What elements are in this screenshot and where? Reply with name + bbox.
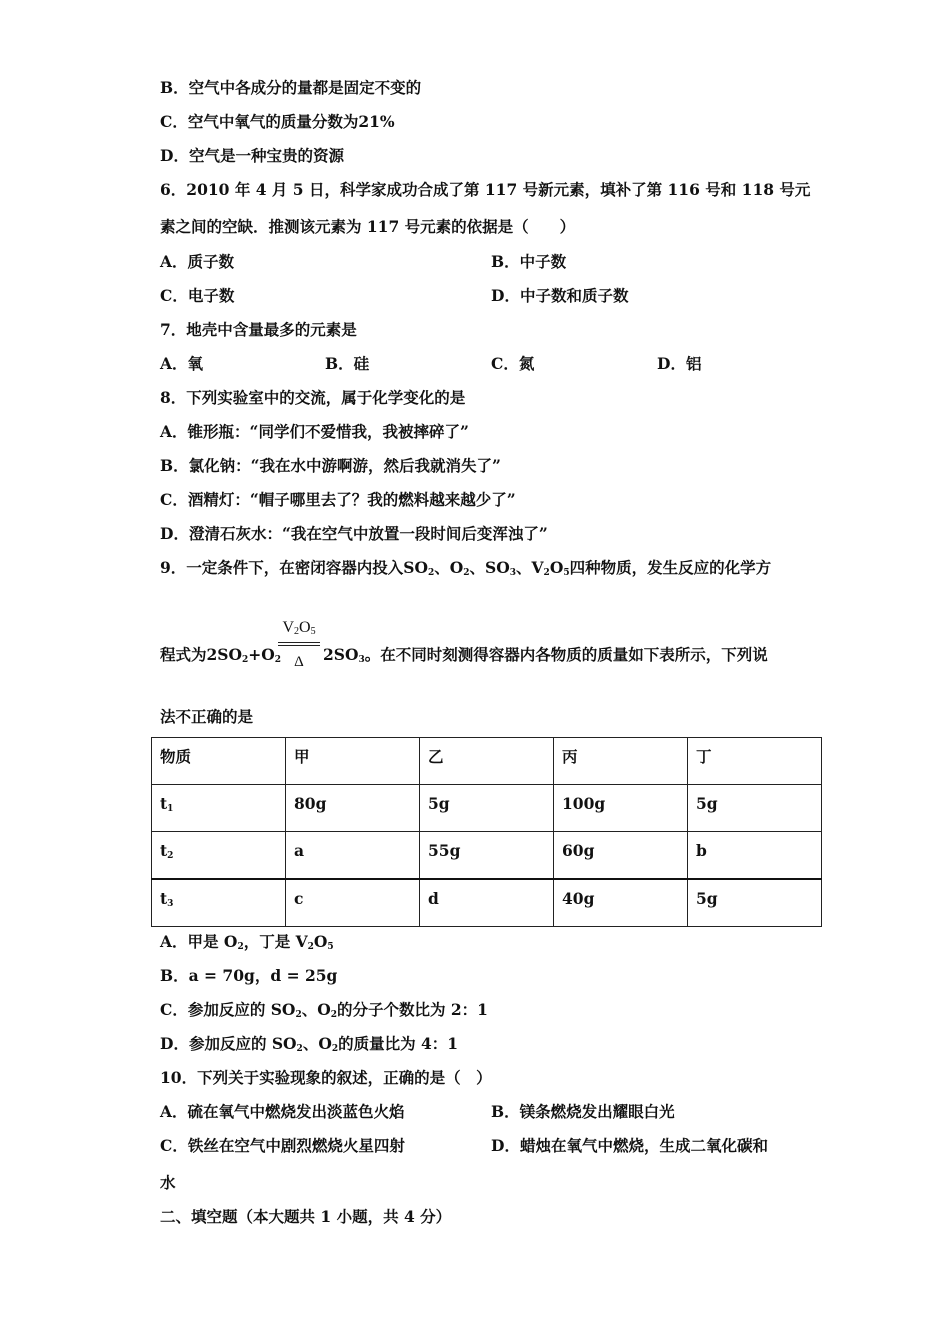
q7-option-d: D．铝	[657, 354, 702, 373]
table-cell: 5g	[420, 785, 554, 832]
q9-equation-right: $2SO_3$。在不同时刻测得容器内各物质的质量如下表所示，下列说	[323, 645, 768, 665]
q5-option-b: B．空气中各成分的量都是固定不变的	[160, 78, 422, 97]
catalyst-label: $V_2O_5$	[282, 619, 316, 637]
q10-option-d: D．蜡烛在氧气中燃烧，生成二氧化碳和	[491, 1136, 768, 1155]
table-cell: $t_1$	[152, 785, 286, 832]
q10-option-c: C．铁丝在空气中剧烈燃烧火星四射	[160, 1136, 405, 1155]
table-row	[152, 832, 822, 880]
q9-equation-left: 程式为$2SO_2+O_2$	[160, 645, 282, 665]
equation-bar-upper	[278, 642, 320, 643]
table-cell: 80g	[286, 785, 420, 832]
q6-option-d: D．中子数和质子数	[491, 286, 629, 305]
q5-option-c: C．空气中氧气的质量分数为21%	[160, 112, 395, 131]
reaction-condition	[276, 618, 322, 674]
q7-stem: 7．地壳中含量最多的元素是	[160, 320, 357, 339]
table-header-row	[152, 738, 822, 785]
q9-option-a: A．甲是 $O_2$，丁是 $V_2O_5$	[160, 932, 334, 952]
table-header-cell: 丙	[554, 738, 688, 785]
q9-option-c: C．参加反应的 $SO_2$、$O_2$的分子个数比为 2：1	[160, 1000, 488, 1020]
table-cell: a	[286, 832, 420, 880]
q6-option-c: C．电子数	[160, 286, 235, 305]
q6-stem-line2: 素之间的空缺．推测该元素为 117 号元素的依据是（ ）	[160, 217, 576, 236]
table-cell: 100g	[554, 785, 688, 832]
table-cell: 5g	[688, 785, 822, 832]
q7-option-a: A．氧	[160, 354, 204, 373]
q9-option-b: B．a = 70g，d = 25g	[160, 966, 338, 985]
table-header-cell: 甲	[286, 738, 420, 785]
table-cell: $t_2$	[152, 832, 286, 880]
table-header-cell: 丁	[688, 738, 822, 785]
equation-bar-lower	[278, 645, 320, 646]
table-cell: d	[420, 879, 554, 927]
heat-symbol: Δ	[294, 654, 304, 670]
table-cell: b	[688, 832, 822, 880]
q5-option-d: D．空气是一种宝贵的资源	[160, 146, 344, 165]
q7-option-c: C．氮	[491, 354, 535, 373]
q10-option-d-continued: 水	[160, 1173, 176, 1192]
table-cell: 40g	[554, 879, 688, 927]
mass-table	[151, 737, 822, 927]
q8-stem: 8．下列实验室中的交流，属于化学变化的是	[160, 388, 466, 407]
q9-option-d: D．参加反应的 $SO_2$、$O_2$的质量比为 4：1	[160, 1034, 459, 1054]
table-cell: $t_3$	[152, 879, 286, 927]
q7-option-b: B．硅	[325, 354, 370, 373]
table-cell: 60g	[554, 832, 688, 880]
q8-option-a: A．锥形瓶：“同学们不爱惜我，我被摔碎了”	[160, 422, 469, 441]
table-row	[152, 785, 822, 832]
q9-stem-line1: 9．一定条件下，在密闭容器内投入$SO_2$、$O_2$、$SO_3$、$V_2O_5$四种物质，发生反应的化学方	[160, 558, 772, 578]
table-cell: c	[286, 879, 420, 927]
table-header-cell: 物质	[152, 738, 286, 785]
q10-option-a: A．硫在氧气中燃烧发出淡蓝色火焰	[160, 1102, 405, 1121]
table-row	[152, 879, 822, 927]
q8-option-c: C．酒精灯：“帽子哪里去了？我的燃料越来越少了”	[160, 490, 516, 509]
q6-option-b: B．中子数	[491, 252, 567, 271]
q8-option-b: B．氯化钠：“我在水中游啊游，然后我就消失了”	[160, 456, 501, 475]
table-cell: 5g	[688, 879, 822, 927]
q10-stem: 10．下列关于实验现象的叙述，正确的是（ ）	[160, 1068, 492, 1087]
q10-option-b: B．镁条燃烧发出耀眼白光	[491, 1102, 675, 1121]
q8-option-d: D．澄清石灰水：“我在空气中放置一段时间后变浑浊了”	[160, 524, 548, 543]
table-header-cell: 乙	[420, 738, 554, 785]
q6-stem-line1: 6．2010 年 4 月 5 日，科学家成功合成了第 117 号新元素，填补了第 116 号和 118 号元	[160, 180, 811, 199]
q9-stem-line3: 法不正确的是	[160, 707, 254, 726]
section-title: 二、填空题（本大题共 1 小题，共 4 分）	[160, 1207, 452, 1226]
q6-option-a: A．质子数	[160, 252, 235, 271]
table-cell: 55g	[420, 832, 554, 880]
